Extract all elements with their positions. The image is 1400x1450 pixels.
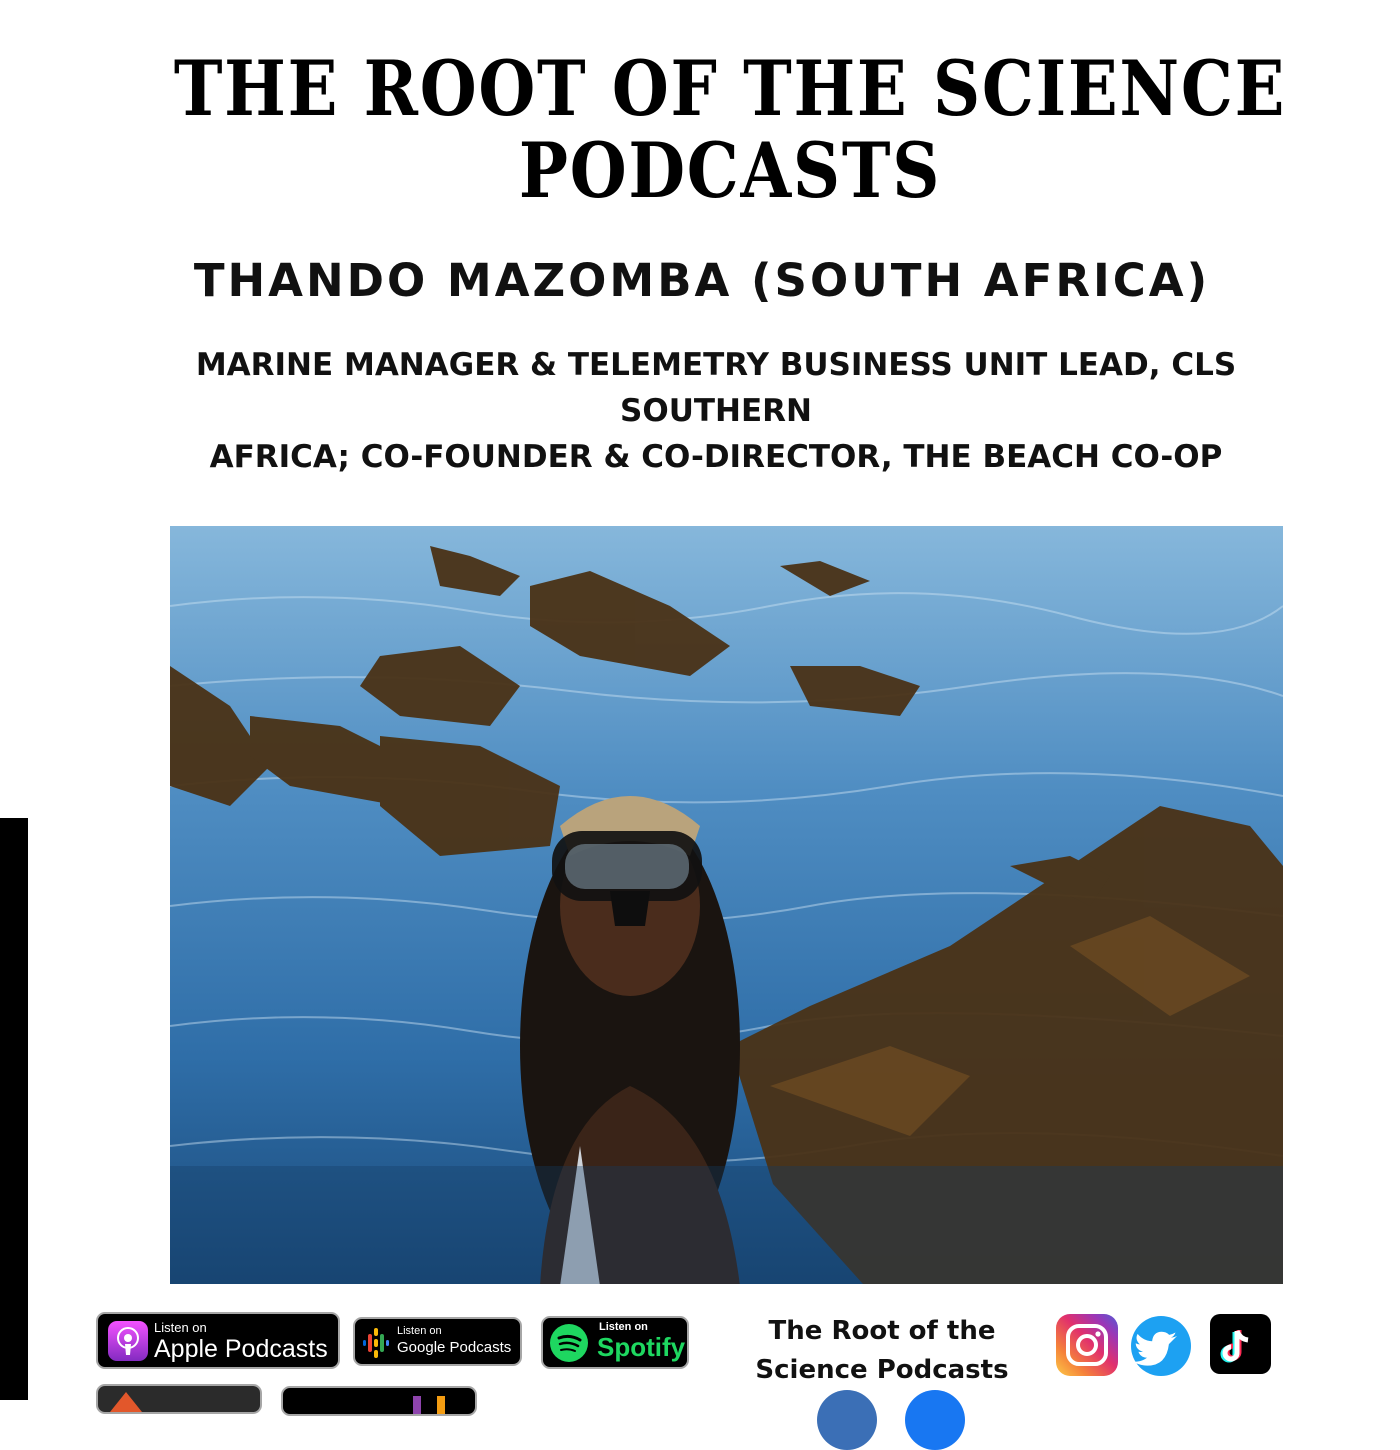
house-icon: [106, 1388, 146, 1414]
google-podcasts-badge[interactable]: [353, 1317, 522, 1366]
apple-badge-label: Apple Podcasts: [154, 1335, 328, 1363]
instagram-glyph: [1056, 1314, 1118, 1376]
guest-name: THANDO MAZOMBA (SOUTH AFRICA): [193, 254, 1211, 307]
guest-photo-illustration: [170, 526, 1283, 1284]
brand-name-line1: The Root of the: [768, 1316, 996, 1346]
guest-role-line1: MARINE MANAGER & TELEMETRY BUSINESS UNIT LEAD, CLS SOUTHERN: [195, 347, 1237, 429]
podcast-title-line2: PODCASTS: [518, 126, 942, 215]
google-badge-small-text: Listen on: [397, 1325, 442, 1337]
bars-icon: [413, 1392, 453, 1416]
extra-podcast-badge-1[interactable]: [96, 1384, 262, 1414]
twitter-icon[interactable]: [1131, 1316, 1191, 1376]
brand-name-line2: Science Podcasts: [755, 1355, 1009, 1385]
facebook-icon[interactable]: [817, 1390, 877, 1450]
twitter-bird-glyph: [1131, 1316, 1191, 1376]
spotify-badge-small-text: Listen on: [599, 1321, 648, 1333]
google-podcasts-icon: [363, 1328, 389, 1358]
tiktok-icon[interactable]: [1210, 1314, 1271, 1374]
extra-podcast-badge-2[interactable]: [281, 1386, 477, 1416]
messenger-icon[interactable]: [905, 1390, 965, 1450]
podcast-title-line1: THE ROOT OF THE SCIENCE: [173, 44, 1287, 133]
podcast-title: [102, 44, 1358, 215]
guest-role-line2: AFRICA; CO-FOUNDER & CO-DIRECTOR, THE BEACH CO-OP: [209, 439, 1223, 475]
apple-badge-small-text: Listen on: [154, 1320, 207, 1335]
apple-podcasts-badge[interactable]: [96, 1312, 340, 1369]
apple-podcasts-icon: [108, 1321, 148, 1361]
spotify-icon: [550, 1324, 588, 1362]
brand-name: [742, 1312, 1022, 1390]
guest-photo: [170, 526, 1283, 1284]
guest-role: [96, 342, 1336, 480]
left-accent-bar: [0, 818, 28, 1400]
google-badge-label: Google Podcasts: [397, 1339, 512, 1356]
instagram-icon[interactable]: [1056, 1314, 1118, 1376]
spotify-badge[interactable]: [541, 1316, 689, 1369]
spotify-badge-label: Spotify: [597, 1332, 686, 1362]
tiktok-note-glyph: [1210, 1314, 1271, 1374]
